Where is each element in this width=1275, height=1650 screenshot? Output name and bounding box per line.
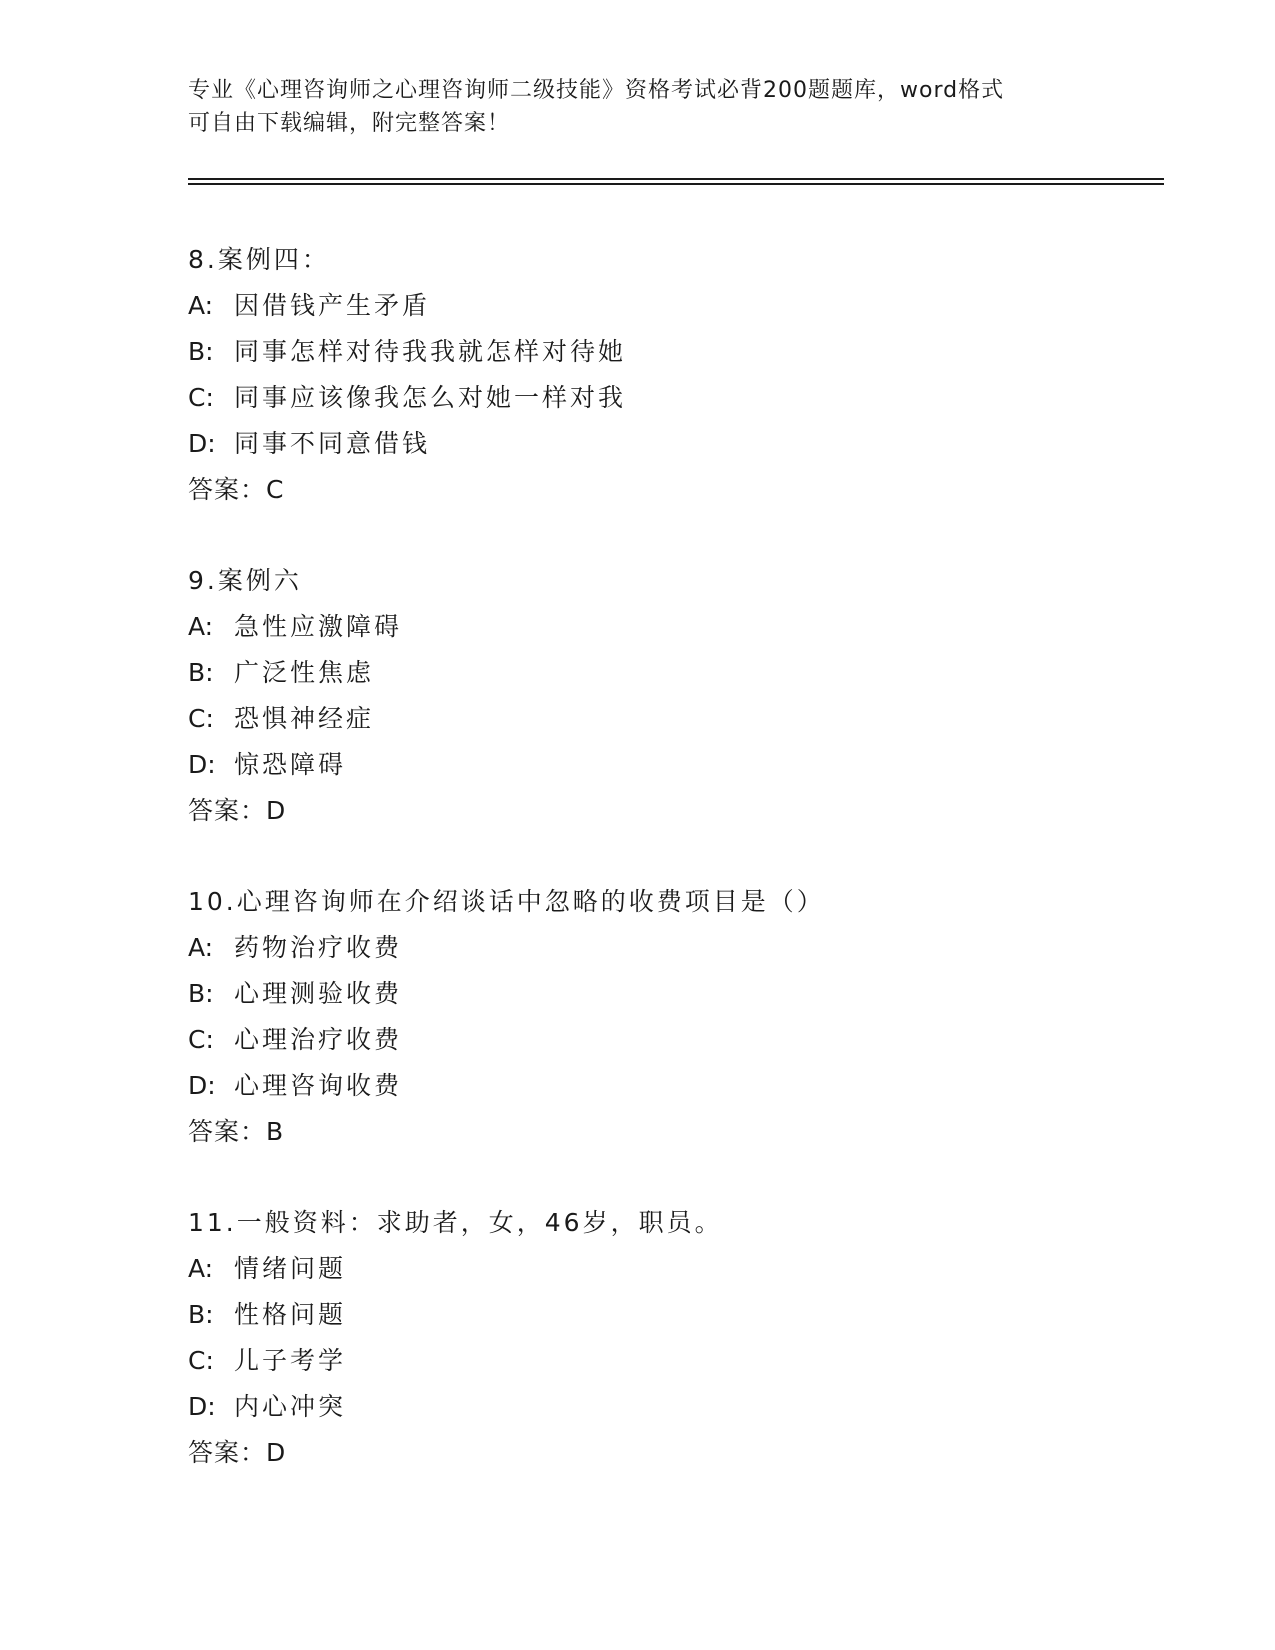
option-d <box>188 421 1148 467</box>
option-label: B: <box>188 979 214 1008</box>
option-a <box>188 1246 1148 1292</box>
question-10 <box>188 879 1148 1155</box>
answer-line: 答案：C <box>188 475 285 504</box>
option-a <box>188 604 1148 650</box>
option-text: 同事怎样对待我我就怎样对待她 <box>234 337 627 366</box>
option-label: D: <box>188 1392 216 1421</box>
question-11 <box>188 1200 1148 1476</box>
option-a <box>188 925 1148 971</box>
option-text: 因借钱产生矛盾 <box>234 291 431 320</box>
header-divider-top <box>188 178 1164 180</box>
option-text: 儿子考学 <box>234 1346 347 1375</box>
option-text: 性格问题 <box>234 1300 347 1329</box>
option-text: 情绪问题 <box>234 1254 347 1283</box>
question-stem: 9.案例六 <box>188 566 302 595</box>
question-9 <box>188 558 1148 834</box>
option-c <box>188 696 1148 742</box>
option-text: 恐惧神经症 <box>234 704 375 733</box>
option-label: B: <box>188 337 214 366</box>
answer-line: 答案：B <box>188 1117 285 1146</box>
question-8 <box>188 237 1148 513</box>
option-text: 心理测验收费 <box>234 979 403 1008</box>
option-d <box>188 1384 1148 1430</box>
question-stem: 11.一般资料：求助者，女，46岁，职员。 <box>188 1208 723 1237</box>
question-stem: 8.案例四： <box>188 245 330 274</box>
option-label: A: <box>188 933 214 962</box>
option-label: C: <box>188 383 214 412</box>
option-label: D: <box>188 429 216 458</box>
option-label: B: <box>188 1300 214 1329</box>
option-text: 急性应激障碍 <box>234 612 403 641</box>
option-b <box>188 650 1148 696</box>
option-text: 惊恐障碍 <box>234 750 347 779</box>
option-c <box>188 1338 1148 1384</box>
option-label: C: <box>188 1025 214 1054</box>
header-title-line-1: 专业《心理咨询师之心理咨询师二级技能》资格考试必背200题题库，word格式 <box>188 78 1005 103</box>
question-stem: 10.心理咨询师在介绍谈话中忽略的收费项目是（） <box>188 887 825 916</box>
option-text: 同事应该像我怎么对她一样对我 <box>234 383 627 412</box>
option-d <box>188 1063 1148 1109</box>
option-text: 广泛性焦虑 <box>234 658 375 687</box>
option-text: 心理治疗收费 <box>234 1025 403 1054</box>
option-label: A: <box>188 612 214 641</box>
option-label: D: <box>188 750 216 779</box>
option-b <box>188 971 1148 1017</box>
option-label: C: <box>188 1346 214 1375</box>
option-text: 药物治疗收费 <box>234 933 403 962</box>
header-title-line-2: 可自由下载编辑，附完整答案！ <box>188 111 511 136</box>
header-divider-bottom <box>188 183 1164 185</box>
option-text: 同事不同意借钱 <box>234 429 431 458</box>
option-a <box>188 283 1148 329</box>
option-label: B: <box>188 658 214 687</box>
option-c <box>188 1017 1148 1063</box>
option-label: A: <box>188 1254 214 1283</box>
option-b <box>188 1292 1148 1338</box>
option-b <box>188 329 1148 375</box>
option-label: C: <box>188 704 214 733</box>
answer-line: 答案：D <box>188 1438 287 1467</box>
option-text: 内心冲突 <box>234 1392 347 1421</box>
answer-line: 答案：D <box>188 796 287 825</box>
option-label: D: <box>188 1071 216 1100</box>
option-text: 心理咨询收费 <box>234 1071 403 1100</box>
document-header <box>188 74 1088 140</box>
option-c <box>188 375 1148 421</box>
question-list <box>188 237 1148 1521</box>
option-label: A: <box>188 291 214 320</box>
option-d <box>188 742 1148 788</box>
